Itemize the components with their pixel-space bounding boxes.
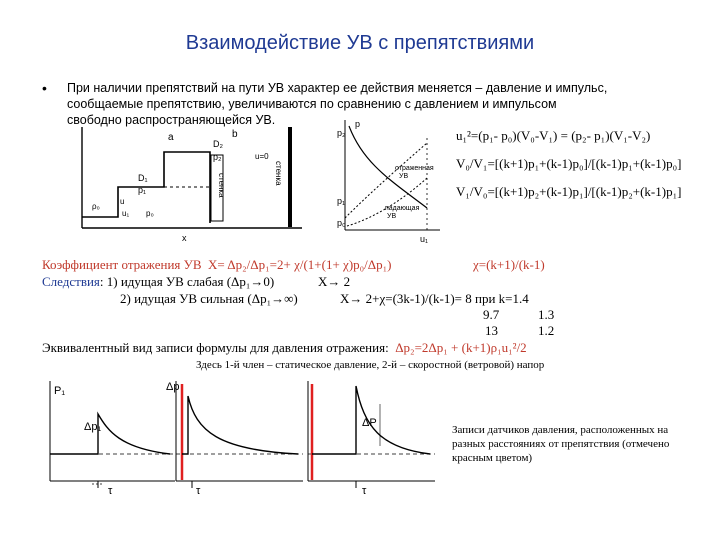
table-row-1-k: 9.7 — [483, 307, 500, 322]
consequence-1-text: : 1) идущая УВ слабая (Δp₁→0) — [99, 274, 275, 289]
label-d1: D₁ — [138, 173, 148, 183]
record1-label-tau: τ — [108, 485, 113, 497]
label-u: u — [120, 197, 125, 206]
table-row-1-x: 1.3 — [538, 307, 555, 322]
curve-label-p: p — [355, 119, 361, 129]
label-p1: p₁ — [138, 185, 147, 195]
formula-v0-v1: V₀/V₁=[(k+1)p₁+(k-1)p₀]/[(k-1)p₁+(k-1)p₀] — [456, 156, 682, 171]
equivalent-line — [42, 340, 527, 356]
caption-line-3: красным цветом) — [452, 452, 533, 464]
curve-label-incident-2: УВ — [387, 213, 397, 220]
note-text: Здесь 1-й член – статическое давление, 2-й – скоростной (ветровой) напор — [196, 359, 545, 371]
caption-line-1: Записи датчиков давления, расположенных на — [452, 424, 669, 436]
label-b: b — [232, 129, 238, 140]
consequence-2-result: Χ→ 2+χ=(3k-1)/(k-1)= 8 при k=1.4 — [340, 291, 529, 306]
caption-line-2: разных расстояниях от препятствия (отмечено — [452, 438, 670, 450]
curve-label-reflected-2: УВ — [399, 173, 409, 180]
pressure-record-3 — [300, 376, 440, 496]
equivalent-label: Эквивалентный вид записи формулы для давления отражения: — [42, 340, 389, 355]
record1-label-p1: P₁ — [54, 385, 66, 397]
table-row-2-k: 13 — [485, 323, 498, 338]
label-a: a — [168, 132, 174, 143]
label-wall-right: стенка — [274, 161, 283, 186]
equivalent-formula: Δp₂=2Δp₁ + (k+1)ρ₁u₁²/2 — [395, 340, 527, 355]
record1-label-dp: Δp₁ — [84, 421, 102, 433]
consequences-label: Следствия — [42, 274, 100, 289]
label-u1: u₁ — [122, 209, 130, 218]
label-x: x — [182, 233, 187, 243]
bullet-marker: • — [42, 80, 47, 96]
curve-label-p1: p₁ — [337, 196, 346, 206]
curve-label-u1: u₁ — [420, 234, 429, 244]
record2-label-tau: τ — [196, 485, 201, 497]
coefficient-label: Коэффициент отражения УВ — [42, 257, 202, 272]
label-rho0: ρ₀ — [92, 202, 100, 211]
pressure-record-2 — [168, 376, 308, 496]
record2-label-dp: Δp — [166, 381, 180, 393]
label-wall-left: стенка — [217, 173, 226, 198]
label-u0: u=0 — [255, 152, 269, 161]
record3-label-tau: τ — [362, 485, 367, 497]
label-p2: p₂ — [213, 152, 222, 162]
coefficient-line — [42, 257, 392, 273]
table-row-2-x: 1.2 — [538, 323, 555, 338]
intro-line-2: сообщаемые препятствию, увеличиваются по сравнению с давлением и импульсом — [67, 97, 557, 111]
curve-label-reflected-1: отраженная — [395, 165, 434, 172]
pressure-record-1 — [40, 376, 180, 496]
label-p0: p₀ — [146, 209, 154, 218]
coefficient-formula: Χ= Δp₂/Δp₁=2+ χ/(1+(1+ χ)p₀/Δp₁) — [208, 257, 392, 272]
intro-line-1: При наличии препятствий на пути УВ характер ее действия меняется – давление и импульс, — [67, 81, 608, 95]
shock-polar-plot — [335, 118, 450, 243]
curve-label-p0: p₀ — [337, 218, 346, 228]
wall-pressure-diagram — [62, 125, 307, 245]
consequence-2-text: 2) идущая УВ сильная (Δp₁→∞) — [120, 291, 298, 306]
curve-label-incident-1: падающая — [385, 205, 420, 212]
record3-label-dp: ΔP — [362, 417, 377, 429]
consequence-1-result: Χ→ 2 — [318, 274, 351, 289]
label-d2: D₂ — [213, 139, 223, 149]
formula-v1-v0: V₁/V₀=[(k+1)p₂+(k-1)p₁]/[(k-1)p₂+(k-1)p₁] — [456, 184, 682, 199]
chi-formula: χ=(k+1)/(k-1) — [473, 257, 545, 272]
intro-line-3: свободно распространяющейся УВ. — [67, 113, 276, 127]
curve-label-p2: p₂ — [337, 128, 346, 138]
formula-u1-squared: u₁²=(p₁- p₀)(V₀-V₁) = (p₂- p₁)(V₁-V₂) — [456, 128, 651, 143]
consequence-line-1 — [42, 274, 274, 290]
page-title: Взаимодействие УВ с препятствиями — [185, 32, 535, 54]
